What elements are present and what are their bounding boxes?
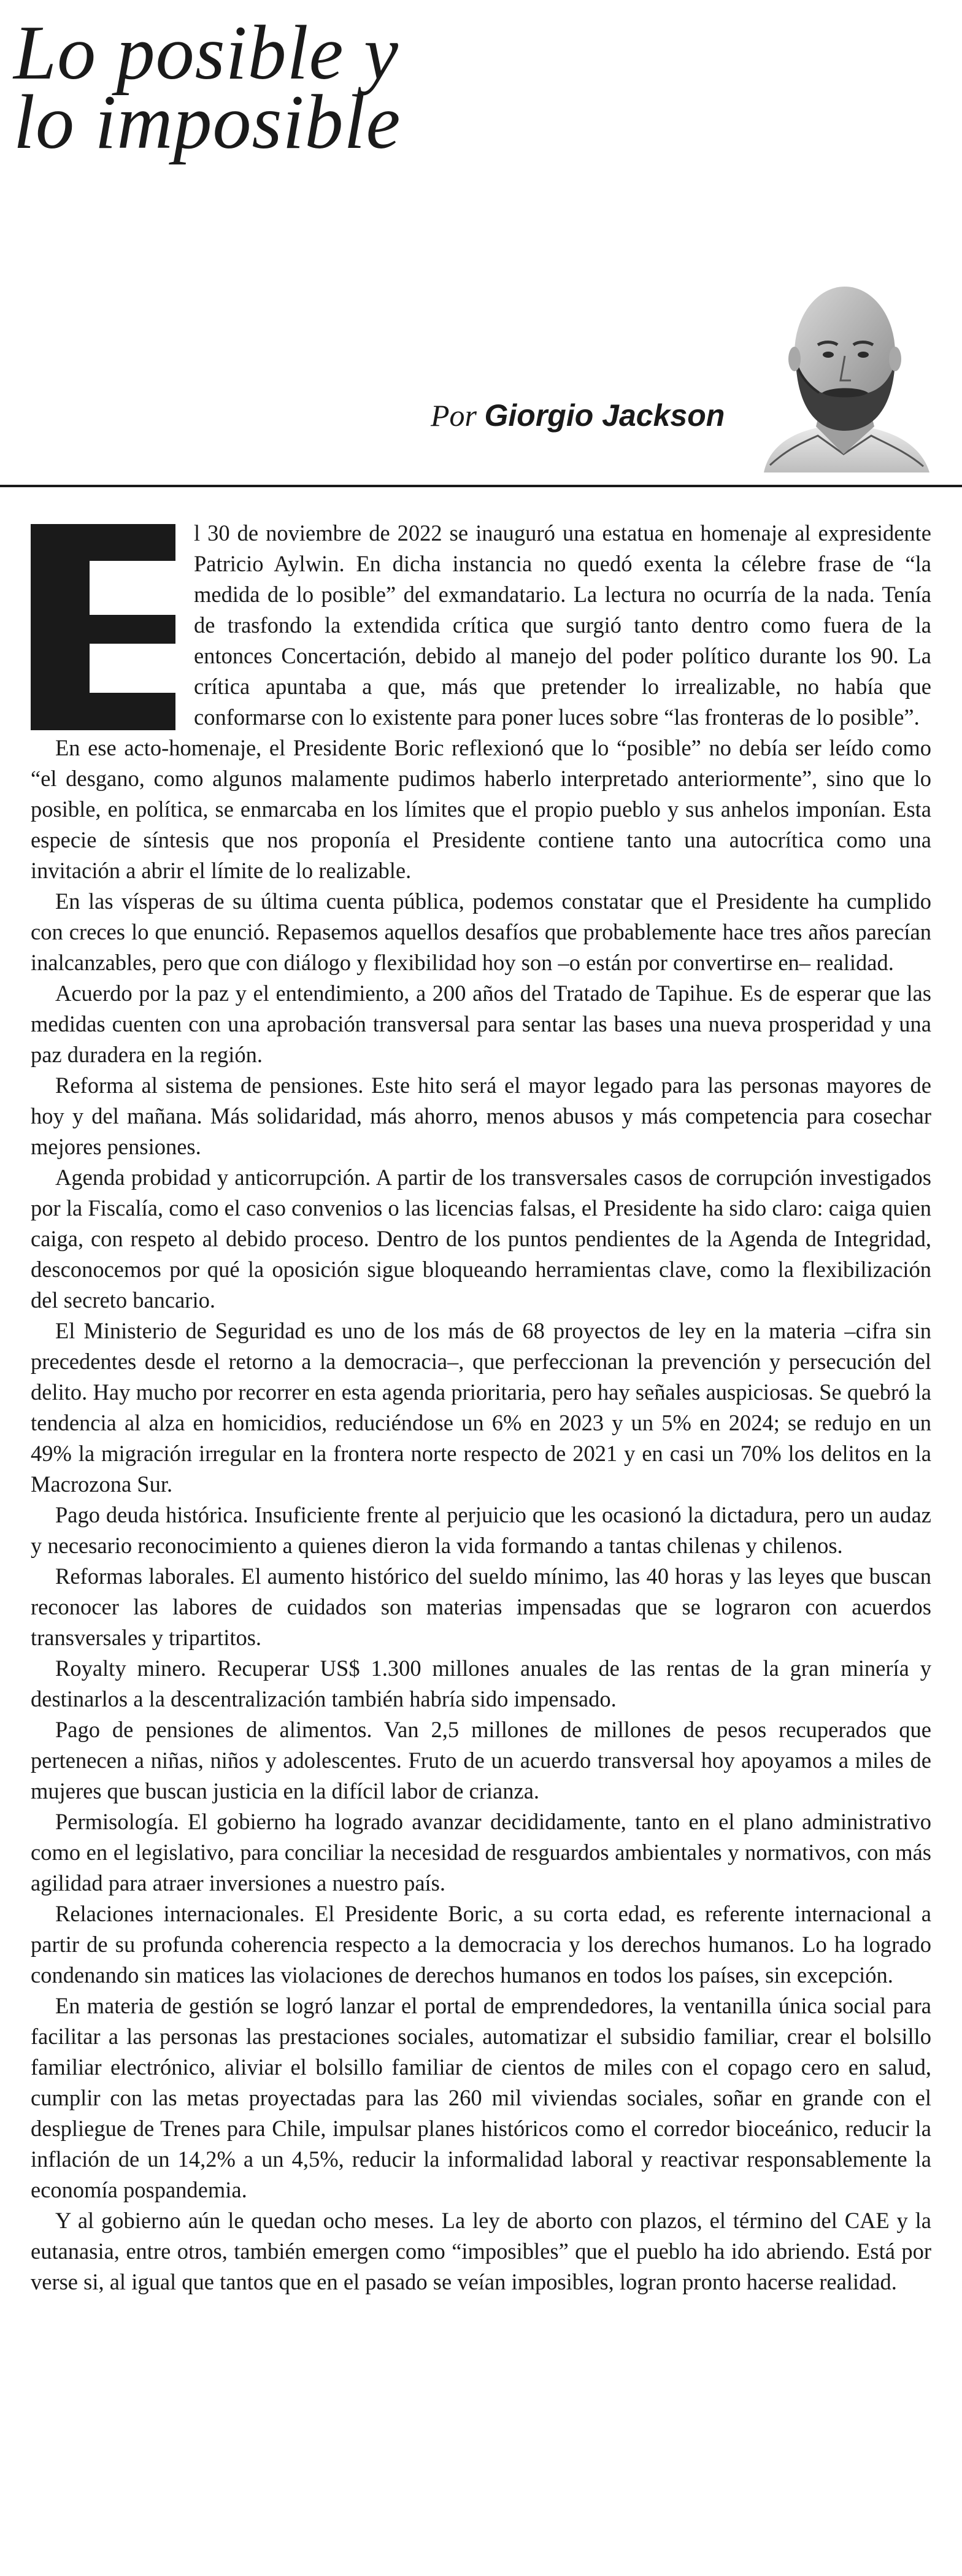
headline (13, 10, 401, 166)
article-body (31, 518, 931, 2297)
paragraph: El Ministerio de Seguridad es uno de los más de 68 proyectos de ley en la materia –cifra sin precedentes desde el retorno a la democracia–, que perfeccionan la prevención y persecución del delito. Hay mucho por recorrer en esta agenda prioritaria, pero hay señales auspiciosas. Se quebró la tendencia al alza en homicidios, reduciéndose un 6% en 2023 y un 5% en 2024; se redujo en un 49% la migración irregular en la frontera norte respecto de 2021 y en casi un 70% los delitos en la Macrozona Sur. (31, 1318, 931, 1497)
paragraph: Reformas laborales. El aumento histórico del sueldo mínimo, las 40 horas y las leyes que buscan reconocer las labores de cuidados son materias impensadas que se lograron con acuerdos transversales y tripartitos. (31, 1564, 931, 1650)
byline-prefix: Por (431, 398, 477, 433)
paragraph: En materia de gestión se logró lanzar el portal de emprendedores, la ventanilla única social para facilitar a las personas las prestaciones sociales, automatizar el subsidio familiar, crear el bolsillo familiar electrónico, aliviar el bolsillo familiar de cientos de miles con el copago cero en salud, cumplir con las metas proyectadas para las 260 mil viviendas sociales, soñar en grande con el despliegue de Trenes para Chile, impulsar planes históricos como el corredor bioceánico, reducir la inflación de un 14,2% a un 4,5%, reducir la informalidad laboral y reactivar responsablemente la economía pospandemia. (31, 1993, 931, 2202)
paragraph: Y al gobierno aún le quedan ocho meses. La ley de aborto con plazos, el término del CAE y la eutanasia, entre otros, también emergen como “imposibles” que el pueblo ha ido abriendo. Está por verse si, al igual que tantos que en el pasado se veían imposibles, logran pronto hacerse realidad. (31, 2208, 931, 2294)
paragraph: l 30 de noviembre de 2022 se inauguró una estatua en homenaje al expresidente Patricio Aylwin. En dicha instancia no quedó exenta la célebre frase de “la medida de lo posible” del exmandatario. La lectura no ocurría de la nada. Tenía de trasfondo la extendida crítica que surgió tanto dentro como fuera de la entonces Concertación, debido al manejo del poder político durante los 90. La crítica apuntaba a que, más que pretender lo irrealizable, no había que conformarse con lo existente para poner luces sobre “las fronteras de lo posible”. (194, 520, 931, 730)
byline (431, 398, 725, 433)
drop-cap (31, 524, 175, 730)
header-divider (0, 485, 962, 487)
paragraph: Royalty minero. Recuperar US$ 1.300 millones anuales de las rentas de la gran minería y destinarlos a la descentralización también habría sido impensado. (31, 1656, 931, 1711)
paragraph: Reforma al sistema de pensiones. Este hito será el mayor legado para las personas mayores de hoy y del mañana. Más solidaridad, más ahorro, menos abusos y más competencia para cosechar mejores pensiones. (31, 1073, 931, 1159)
paragraph: En las vísperas de su última cuenta pública, podemos constatar que el Presidente ha cumplido con creces lo que enunció. Repasemos aquellos desafíos que probablemente hace tres años parecían inalcanzables, pero que con diálogo y flexibilidad hoy son –o están por convertirse en– realidad. (31, 889, 931, 975)
headline-line-1: Lo posible y (13, 10, 399, 96)
paragraph: Relaciones internacionales. El Presidente Boric, a su corta edad, es referente internacional a partir de su profunda coherencia respecto a la democracia y los derechos humanos. Lo ha logrado condenando sin matices las violaciones de derechos humanos en todos los países, sin excepción. (31, 1901, 931, 1988)
paragraph: Pago de pensiones de alimentos. Van 2,5 millones de millones de pesos recuperados que pertenecen a niñas, niños y adolescentes. Fruto de un acuerdo transversal hoy apoyamos a miles de mujeres que buscan justicia en la difícil labor de crianza. (31, 1717, 931, 1803)
byline-author: Giorgio Jackson (484, 398, 725, 433)
paragraph: Agenda probidad y anticorrupción. A partir de los transversales casos de corrupción investigados por la Fiscalía, como el caso convenios o las licencias falsas, el Presidente ha sido claro: caiga quien caiga, con respeto al debido proceso. Dentro de los puntos pendientes de la Agenda de Integridad, desconocemos por qué la oposición sigue bloqueando herramientas clave, como la flexibilización del secreto bancario. (31, 1165, 931, 1313)
paragraph: Acuerdo por la paz y el entendimiento, a 200 años del Tratado de Tapihue. Es de esperar que las medidas cuenten con una aprobación transversal para sentar las bases una nueva prosperidad y una paz duradera en la región. (31, 981, 931, 1067)
paragraph: Pago deuda histórica. Insuficiente frente al perjuicio que les ocasionó la dictadura, pero un audaz y necesario reconocimiento a quienes dieron la vida formando a tantas chilenas y chilenos. (31, 1502, 931, 1558)
author-portrait (745, 270, 942, 472)
headline-line-2: lo imposible (13, 80, 401, 166)
paragraph: En ese acto-homenaje, el Presidente Boric reflexionó que lo “posible” no debía ser leído como “el desgano, como algunos malamente pudimos haberlo interpretado anteriormente”, sino que lo posible, en política, se enmarcaba en los límites que el propio pueblo y sus anhelos imponían. Esta especie de síntesis que nos proponía el Presidente contiene tanto una autocrítica como una invitación a abrir el límite de lo realizable. (31, 735, 931, 883)
paragraph: Permisología. El gobierno ha logrado avanzar decididamente, tanto en el plano administrativo como en el legislativo, para conciliar la necesidad de resguardos ambientales y normativos, con más agilidad para atraer inversiones a nuestro país. (31, 1809, 931, 1895)
